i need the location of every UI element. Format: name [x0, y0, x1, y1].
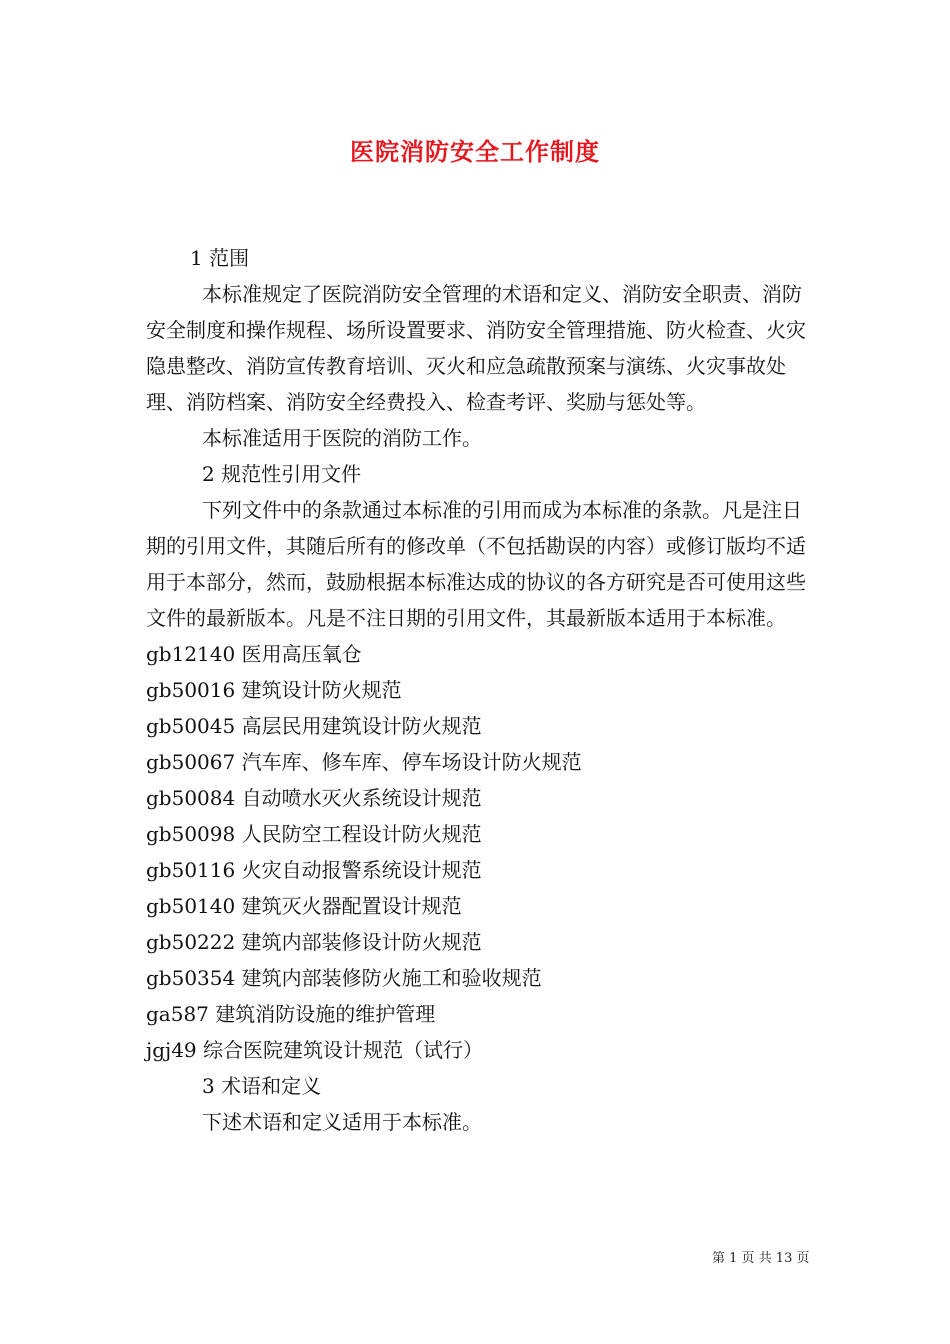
- paragraph-references: 下列文件中的条款通过本标准的引用而成为本标准的条款。凡是注日期的引用文件，其随后所有的修改单（不包括勘误的内容）或修订版均不适用于本部分，然而，鼓励根据本标准达成的协议的各方研究是否可使用这些文件的最新版本。凡是不注日期的引用文件，其最新版本适用于本标准。: [146, 498, 806, 630]
- document-title: 医院消防安全工作制度: [350, 137, 600, 166]
- reference-item: gb50016 建筑设计防火规范: [146, 678, 402, 702]
- section-heading-terms: 3 术语和定义: [202, 1074, 322, 1098]
- section-heading-scope: 1 范围: [190, 246, 250, 270]
- reference-item: gb50084 自动喷水灭火系统设计规范: [146, 786, 482, 810]
- reference-item: gb50067 汽车库、修车库、停车场设计防火规范: [146, 750, 582, 774]
- reference-item: gb50222 建筑内部装修设计防火规范: [146, 930, 482, 954]
- reference-item: gb50354 建筑内部装修防火施工和验收规范: [146, 966, 542, 990]
- document-body: [146, 240, 816, 1140]
- section-heading-references: 2 规范性引用文件: [202, 462, 362, 486]
- reference-item: gb50098 人民防空工程设计防火规范: [146, 822, 482, 846]
- reference-item: gb50116 火灾自动报警系统设计规范: [146, 858, 482, 882]
- paragraph-scope-2: 本标准适用于医院的消防工作。: [202, 426, 482, 450]
- reference-item: jgj49 综合医院建筑设计规范（试行）: [146, 1038, 484, 1062]
- page-number-footer: 第 1 页 共 13 页: [712, 1251, 810, 1266]
- reference-list: [146, 636, 816, 1068]
- paragraph-scope-1: 本标准规定了医院消防安全管理的术语和定义、消防安全职责、消防安全制度和操作规程、场所设置要求、消防安全管理措施、防火检查、火灾隐患整改、消防宣传教育培训、灭火和应急疏散预案与演练、火灾事故处理、消防档案、消防安全经费投入、检查考评、奖励与惩处等。: [146, 282, 806, 414]
- reference-item: gb50140 建筑灭火器配置设计规范: [146, 894, 462, 918]
- paragraph-terms: 下述术语和定义适用于本标准。: [202, 1110, 482, 1134]
- reference-item: gb12140 医用高压氧仓: [146, 642, 362, 666]
- reference-item: gb50045 高层民用建筑设计防火规范: [146, 714, 482, 738]
- reference-item: ga587 建筑消防设施的维护管理: [146, 1002, 436, 1026]
